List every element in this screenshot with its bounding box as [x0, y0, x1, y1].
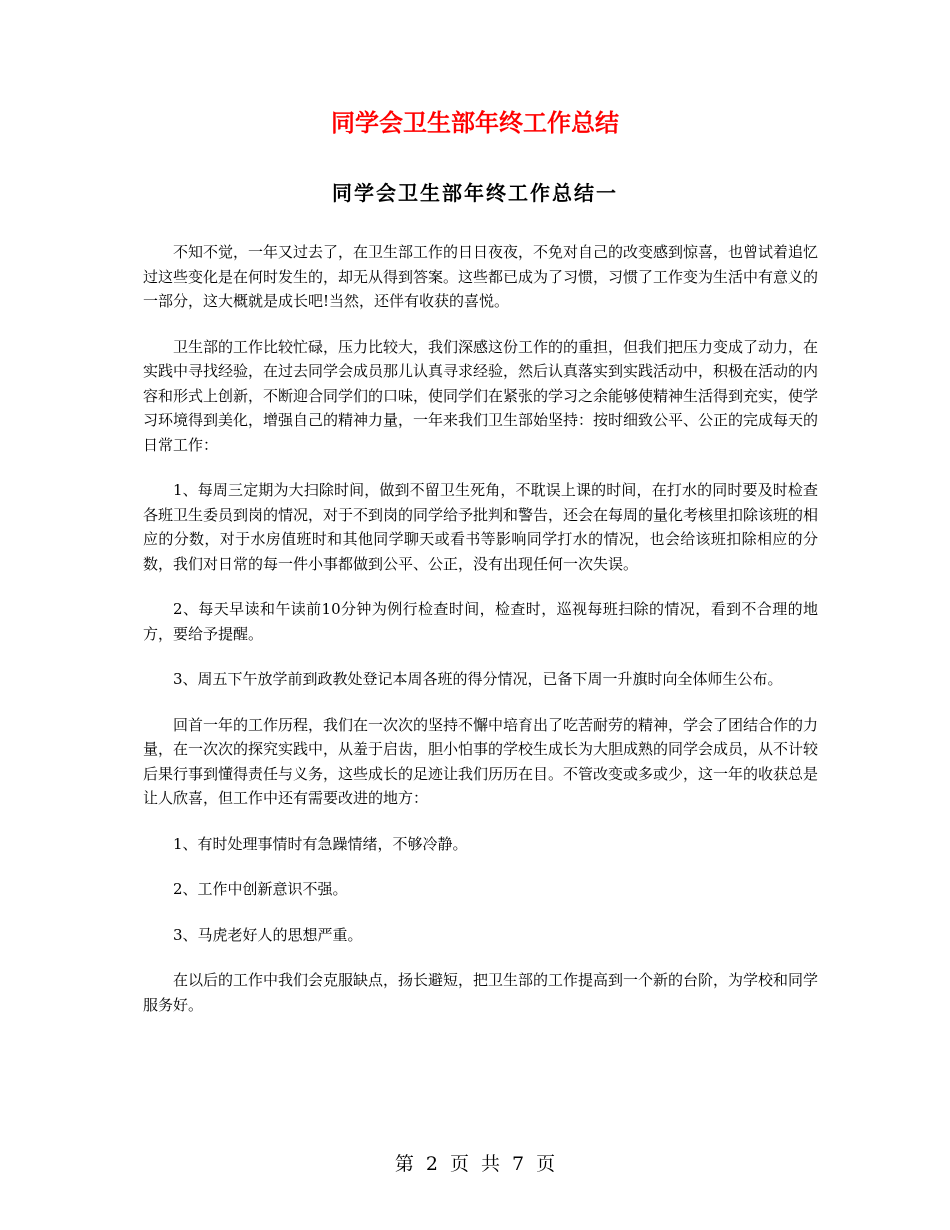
paragraph-conclusion: 在以后的工作中我们会克服缺点，扬长避短，把卫生部的工作提高到一个新的台阶，为学校和同学服务好。: [143, 971, 819, 1014]
document-subtitle: 同学会卫生部年终工作总结一: [332, 181, 618, 205]
list-item-duty-3: 3、周五下午放学前到政教处登记本周各班的得分情况，已备下周一升旗时向全体师生公布。: [173, 670, 783, 688]
list-item-issue-1: 1、有时处理事情时有急躁情绪，不够冷静。: [173, 834, 468, 853]
paragraph-intro: 不知不觉，一年又过去了，在卫生部工作的日日夜夜，不免对自己的改变感到惊喜，也曾试着追忆过这些变化是在何时发生的，却无从得到答案。这些都已成为了习惯，习惯了工作变为生活中有意义的一部分，这大概就是成长吧!当然，还伴有收获的喜悦。: [143, 243, 819, 310]
page-number-footer: 第 2 页 共 7 页: [394, 1153, 556, 1175]
list-item-issue-3: 3、马虎老好人的思想严重。: [173, 925, 363, 944]
list-item-issue-2: 2、工作中创新意识不强。: [173, 880, 348, 898]
paragraph-review: 回首一年的工作历程，我们在一次次的坚持不懈中培育出了吃苦耐劳的精神，学会了团结合作的力量，在一次次的探究实践中，从羞于启齿，胆小怕事的学校生成长为大胆成熟的同学会成员，从不计较后果行事到懂得责任与义务，这些成长的足迹让我们历历在目。不管改变或多或少，这一年的收获总是让人欣喜，但工作中还有需要改进的地方：: [143, 715, 819, 807]
list-item-duty-2: 2、每天早读和午读前10分钟为例行检查时间，检查时，巡视每班扫除的情况，看到不合理的地方，要给予提醒。: [143, 600, 818, 643]
list-item-duty-1: 1、每周三定期为大扫除时间，做到不留卫生死角，不耽误上课的时间，在打水的同时要及时检查各班卫生委员到岗的情况，对于不到岗的同学给予批判和警告，还会在每周的量化考核里扣除该班的相应的分数，对于水房值班时和其他同学聊天或看书等影响同学打水的情况，也会给该班扣除相应的分数，我们对日常的每一件小事都做到公平、公正，没有出现任何一次失误。: [143, 481, 819, 573]
paragraph-work-overview: 卫生部的工作比较忙碌，压力比较大，我们深感这份工作的的重担，但我们把压力变成了动力，在实践中寻找经验，在过去同学会成员那儿认真寻求经验，然后认真落实到实践活动中，积极在活动的内容和形式上创新，不断迎合同学们的口味，使同学们在紧张的学习之余能够使精神生活得到充实，使学习环境得到美化，增强自己的精神力量，一年来我们卫生部始坚持：按时细致公平、公正的完成每天的日常工作：: [143, 337, 819, 454]
document-title: 同学会卫生部年终工作总结: [331, 109, 619, 137]
document-body: [143, 240, 818, 1038]
